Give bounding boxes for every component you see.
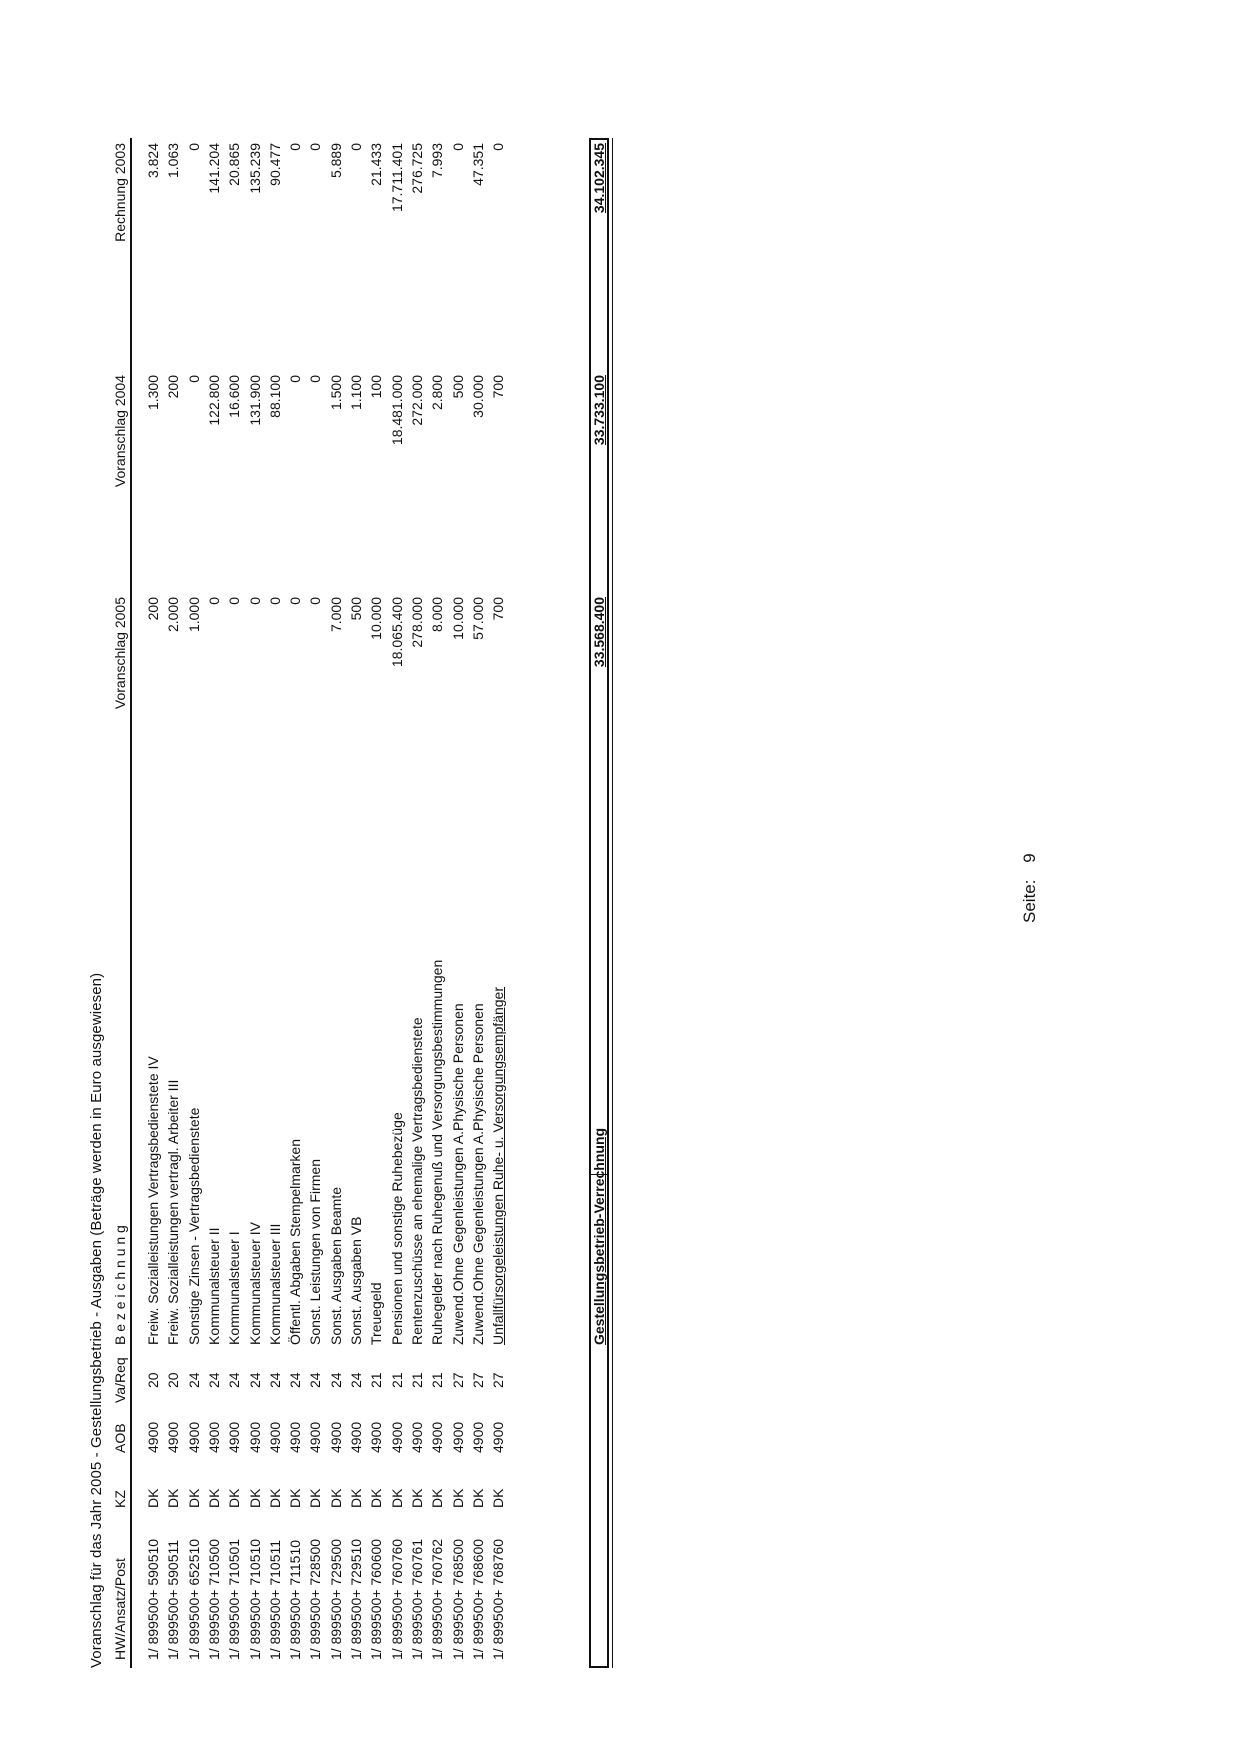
cell-va-req: 24 [327,1372,344,1388]
cell-bezeichnung: Kommunalsteuer IV [246,1222,263,1345]
cell-aob: 4900 [490,1421,507,1453]
cell-rechnung-2003: 0 [307,143,324,151]
table-row [305,0,325,1753]
cell-hw: 1/ 899500+ 729500 [327,1538,344,1660]
cell-bezeichnung: Kommunalsteuer III [266,1223,283,1345]
table-row [265,0,285,1753]
cell-voranschlag-2004: 500 [449,375,466,399]
cell-kz: DK [185,1488,202,1508]
cell-voranschlag-2005: 8.000 [429,597,446,633]
cell-voranschlag-2005: 0 [226,597,243,605]
cell-rechnung-2003: 0 [287,143,304,151]
header-kz: KZ [112,1490,128,1508]
cell-voranschlag-2004: 131.900 [246,375,263,426]
cell-va-req: 20 [145,1372,161,1388]
cell-rechnung-2003: 0 [449,143,466,151]
table-row [245,0,265,1753]
cell-voranschlag-2005: 0 [205,597,222,605]
cell-bezeichnung: Sonst. Leistungen von Firmen [307,1159,324,1345]
cell-bezeichnung: Unfallfürsorgeleistungen Ruhe- u. Versorgungsempfänger [490,987,507,1345]
cell-hw: 1/ 899500+ 711510 [287,1539,304,1660]
cell-va-req: 27 [490,1372,507,1388]
header-voranschlag-2005: Voranschlag 2005 [112,597,128,710]
cell-kz: DK [368,1488,385,1508]
cell-hw: 1/ 899500+ 590511 [165,1539,182,1660]
cell-voranschlag-2004: 272.000 [408,375,425,426]
cell-voranschlag-2004: 700 [490,375,507,399]
cell-voranschlag-2004: 1.100 [348,375,364,411]
cell-voranschlag-2004: 0 [287,375,304,383]
cell-voranschlag-2005: 200 [145,597,161,621]
cell-kz: DK [287,1488,304,1508]
cell-kz: DK [449,1488,466,1508]
table-row [387,0,407,1753]
cell-voranschlag-2005: 0 [246,597,263,605]
cell-voranschlag-2005: 2.000 [165,597,182,633]
cell-aob: 4900 [469,1421,486,1453]
cell-voranschlag-2005: 500 [348,597,364,621]
cell-hw: 1/ 899500+ 652510 [185,1538,202,1660]
header-voranschlag-2004: Voranschlag 2004 [112,375,128,488]
cell-voranschlag-2004: 0 [185,375,202,383]
table-row [346,0,366,1753]
cell-hw: 1/ 899500+ 710510 [246,1538,263,1660]
header-rule [130,138,132,1668]
cell-rechnung-2003: 5.889 [327,143,344,179]
cell-bezeichnung: Kommunalsteuer II [205,1227,222,1345]
cell-hw: 1/ 899500+ 590510 [145,1538,161,1660]
cell-bezeichnung: Sonst. Ausgaben VB [348,1216,364,1345]
cell-rechnung-2003: 1.063 [165,143,182,179]
table-row [285,0,305,1753]
cell-rechnung-2003: 47.351 [469,143,486,186]
total-double-rule [612,138,613,1668]
cell-voranschlag-2004: 18.481.000 [388,375,405,446]
cell-bezeichnung: Zuwend.Ohne Gegenleistungen A.Physische Personen [469,1003,486,1345]
cell-rechnung-2003: 90.477 [266,143,283,186]
table-row [204,0,224,1753]
cell-voranschlag-2005: 700 [490,597,507,621]
header-bezeichnung: B e z e i c h n u n g [112,1225,128,1345]
total-row [589,0,609,1753]
cell-rechnung-2003: 21.433 [368,143,385,186]
cell-bezeichnung: Öffentl. Abgaben Stempelmarken [287,1139,304,1345]
page-label: Seite: [1020,879,1039,923]
cell-voranschlag-2005: 10.000 [449,597,466,640]
cell-rechnung-2003: 135.239 [246,143,263,194]
cell-hw: 1/ 899500+ 728500 [307,1538,324,1660]
cell-aob: 4900 [327,1421,344,1453]
cell-va-req: 21 [429,1372,446,1388]
cell-aob: 4900 [388,1421,405,1453]
table-row [366,0,386,1753]
cell-kz: DK [348,1488,364,1508]
cell-kz: DK [327,1488,344,1508]
cell-aob: 4900 [205,1421,222,1453]
total-voranschlag-2005: 33.568.400 [591,597,607,668]
cell-kz: DK [429,1488,446,1508]
cell-voranschlag-2005: 1.000 [185,597,202,633]
cell-bezeichnung: Sonstige Zinsen - Vertragsbedienstete [185,1107,202,1345]
table-row [407,0,427,1753]
cell-aob: 4900 [266,1421,283,1453]
cell-voranschlag-2005: 57.000 [469,597,486,640]
cell-hw: 1/ 899500+ 710501 [226,1538,243,1660]
cell-bezeichnung: Pensionen und sonstige Ruhebezüge [388,1112,405,1345]
header-aob: AOB [112,1423,128,1453]
cell-aob: 4900 [408,1421,425,1453]
cell-voranschlag-2005: 278.000 [408,597,425,648]
table-row [488,0,508,1753]
cell-bezeichnung: Ruhegelder nach Ruhegenuß und Versorgungsbestimmungen [429,959,446,1345]
cell-kz: DK [145,1488,161,1508]
cell-rechnung-2003: 276.725 [408,143,425,194]
cell-kz: DK [408,1488,425,1508]
cell-hw: 1/ 899500+ 768760 [490,1538,507,1660]
table-row [326,0,346,1753]
cell-kz: DK [388,1488,405,1508]
cell-bezeichnung: Zuwend.Ohne Gegenleistungen A.Physische Personen [449,1003,466,1345]
page-title: Voranschlag für das Jahr 2005 - Gestellungsbetrieb - Ausgaben (Beträge werden in Euro ausgewiesen) [88,972,105,1668]
cell-va-req: 27 [449,1372,466,1388]
cell-voranschlag-2005: 7.000 [327,597,344,633]
cell-hw: 1/ 899500+ 710500 [205,1538,222,1660]
cell-voranschlag-2004: 2.800 [429,375,446,411]
cell-hw: 1/ 899500+ 729510 [348,1538,364,1660]
cell-voranschlag-2004: 1.300 [145,375,161,411]
cell-bezeichnung: Freiw. Sozialleistungen vertragl. Arbeiter III [165,1079,182,1345]
cell-kz: DK [307,1488,324,1508]
cell-va-req: 21 [388,1372,405,1388]
cell-va-req: 24 [266,1372,283,1388]
header-va-req: Va/Req [112,1357,128,1403]
cell-aob: 4900 [287,1421,304,1453]
cell-voranschlag-2005: 0 [266,597,283,605]
cell-va-req: 27 [469,1372,486,1388]
cell-aob: 4900 [165,1421,182,1453]
table-row [163,0,183,1753]
cell-va-req: 24 [287,1372,304,1388]
table-row [468,0,488,1753]
cell-bezeichnung: Freiw. Sozialleistungen Vertragsbedienstete IV [145,1056,161,1345]
cell-hw: 1/ 899500+ 768500 [449,1538,466,1660]
table-row [427,0,447,1753]
cell-kz: DK [165,1488,182,1508]
table-row [143,0,163,1753]
cell-bezeichnung: Rentenzuschüsse an ehemalige Vertragsbedienstete [408,1017,425,1345]
cell-voranschlag-2004: 16.600 [226,375,243,418]
cell-hw: 1/ 899500+ 760600 [368,1538,385,1660]
cell-voranschlag-2005: 0 [287,597,304,605]
cell-va-req: 24 [226,1372,243,1388]
cell-rechnung-2003: 7.993 [429,143,446,179]
cell-va-req: 21 [368,1372,385,1388]
cell-voranschlag-2004: 1.500 [327,375,344,411]
cell-kz: DK [205,1488,222,1508]
cell-aob: 4900 [429,1421,446,1453]
table-row [184,0,204,1753]
cell-aob: 4900 [185,1421,202,1453]
cell-va-req: 21 [408,1372,425,1388]
cell-aob: 4900 [226,1421,243,1453]
cell-voranschlag-2004: 100 [368,375,385,399]
table-row [224,0,244,1753]
cell-voranschlag-2004: 122.800 [205,375,222,426]
cell-hw: 1/ 899500+ 760761 [408,1538,425,1660]
cell-hw: 1/ 899500+ 760760 [388,1538,405,1660]
cell-kz: DK [266,1488,283,1508]
cell-rechnung-2003: 17.711.401 [388,143,405,213]
cell-aob: 4900 [449,1421,466,1453]
cell-aob: 4900 [368,1421,385,1453]
total-rechnung-2003: 34.102.345 [591,143,607,214]
cell-rechnung-2003: 141.204 [205,143,222,194]
cell-va-req: 24 [348,1372,364,1388]
cell-bezeichnung: Sonst. Ausgaben Beamte [327,1187,344,1345]
cell-voranschlag-2004: 200 [165,375,182,399]
cell-rechnung-2003: 0 [185,143,202,151]
cell-voranschlag-2005: 18.065.400 [388,597,405,668]
cell-kz: DK [469,1488,486,1508]
cell-va-req: 24 [246,1372,263,1388]
cell-voranschlag-2004: 30.000 [469,375,486,418]
table-row [448,0,468,1753]
header-hw: HW/Ansatz/Post [112,1558,128,1660]
cell-hw: 1/ 899500+ 710511 [266,1539,283,1660]
cell-aob: 4900 [246,1421,263,1453]
cell-rechnung-2003: 20.865 [226,143,243,186]
page-number [1020,853,1040,923]
cell-voranschlag-2005: 10.000 [368,597,385,640]
cell-voranschlag-2004: 88.100 [266,375,283,418]
page-value: 9 [1020,853,1039,863]
cell-hw: 1/ 899500+ 768600 [469,1538,486,1660]
cell-voranschlag-2004: 0 [307,375,324,383]
cell-bezeichnung: Kommunalsteuer I [226,1231,243,1345]
cell-va-req: 24 [307,1372,324,1388]
cell-aob: 4900 [348,1421,364,1453]
cell-kz: DK [246,1488,263,1508]
total-label: Gestellungsbetrieb-Verrechnung [591,1127,607,1345]
cell-voranschlag-2005: 0 [307,597,324,605]
cell-rechnung-2003: 0 [490,143,507,151]
cell-hw: 1/ 899500+ 760762 [429,1538,446,1660]
cell-rechnung-2003: 0 [348,143,364,151]
cell-va-req: 24 [185,1372,202,1388]
cell-aob: 4900 [145,1421,161,1453]
cell-bezeichnung: Treuegeld [368,1282,385,1345]
cell-aob: 4900 [307,1421,324,1453]
cell-kz: DK [226,1488,243,1508]
cell-kz: DK [490,1488,507,1508]
cell-va-req: 20 [165,1372,182,1388]
header-rechnung-2003: Rechnung 2003 [112,143,128,242]
cell-va-req: 24 [205,1372,222,1388]
total-voranschlag-2004: 33.733.100 [591,375,607,446]
cell-rechnung-2003: 3.824 [145,143,161,179]
